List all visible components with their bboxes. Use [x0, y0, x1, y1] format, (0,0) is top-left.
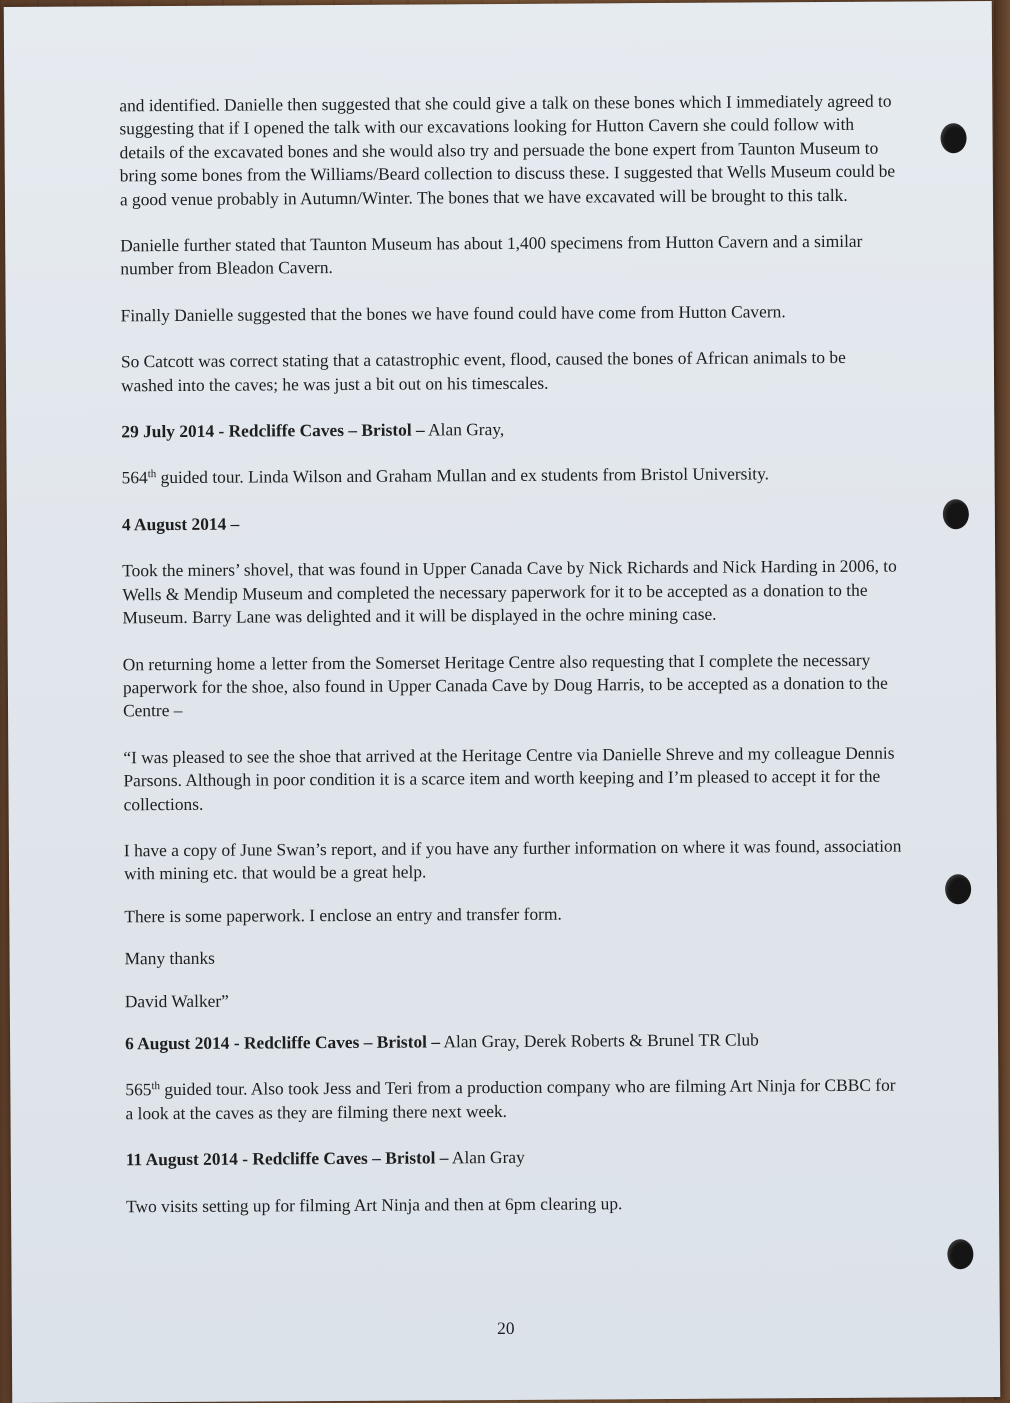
entry-heading-date: 29 July 2014 - Redcliffe Caves – Bristol – — [121, 420, 424, 442]
entry-heading-11-august — [126, 1144, 906, 1172]
tour-number-suffix: th — [151, 1080, 160, 1092]
entry-heading-people: Alan Gray, — [425, 419, 505, 439]
paragraph-hutton-origin: Finally Danielle suggested that the bones we have found could have come from Hutton Cavern. — [121, 299, 901, 327]
paragraph-catcott: So Catcott was correct stating that a catastrophic event, flood, caused the bones of African animals to be washed into the caves; he was just a bit out on his timescales. — [121, 346, 901, 398]
letter-paragraph-shoe: “I was pleased to see the shoe that arrived at the Heritage Centre via Danielle Shreve and my colleague Dennis Parsons. Although in poor condition it is a scarce item and worth keeping and I’m pleased to accept it for the collections. — [123, 741, 903, 816]
entry-heading-people: Alan Gray — [448, 1147, 524, 1167]
letter-closing: Many thanks — [124, 943, 904, 971]
punch-hole-icon — [940, 123, 966, 153]
paragraph-tour-564 — [122, 462, 902, 490]
tour-number: 565 — [125, 1080, 151, 1100]
punch-hole-icon — [943, 499, 969, 529]
page-body — [119, 90, 906, 1242]
entry-heading-6-august — [125, 1028, 905, 1056]
paragraph-taunton-specimens: Danielle further stated that Taunton Museum has about 1,400 specimens from Hutton Cavern and a similar number from Bleadon Cavern. — [120, 230, 900, 282]
tour-number-suffix: th — [148, 469, 157, 481]
entry-heading-people: Alan Gray, Derek Roberts & Brunel TR Club — [440, 1029, 759, 1051]
punch-hole-icon — [947, 1239, 973, 1269]
letter-signature: David Walker” — [125, 985, 905, 1013]
tour-description: guided tour. Also took Jess and Teri from a production company who are filming Art Ninja for CBBC for a look at the caves as they are filming there next week. — [125, 1075, 895, 1123]
entry-heading-date: 6 August 2014 - Redcliffe Caves – Bristol – — [125, 1031, 440, 1053]
paragraph-miners-shovel: Took the miners’ shovel, that was found in Upper Canada Cave by Nick Richards and Nick Harding in 2006, to Wells & Mendip Museum and completed the necessary paperwork for it to be accepted as a donation to the Museum. Barry Lane was delighted and it will be displayed in the ochre mining case. — [122, 555, 902, 630]
tour-number: 564 — [122, 468, 148, 488]
letter-paragraph-report: I have a copy of June Swan’s report, and if you have any further information on where it was found, association with mining etc. that would be a great help. — [124, 834, 904, 886]
letter-paragraph-paperwork: There is some paperwork. I enclose an entry and transfer form. — [124, 900, 904, 928]
paragraph-filming-setup: Two visits setting up for filming Art Ninja and then at 6pm clearing up. — [126, 1190, 906, 1218]
paragraph-heritage-centre: On returning home a letter from the Somerset Heritage Centre also requesting that I complete the necessary paperwork for the shoe, also found in Upper Canada Cave by Doug Harris, to be accepted as a donation to the Centre – — [123, 648, 903, 723]
paragraph-tour-565 — [125, 1074, 905, 1126]
entry-heading-date: 4 August 2014 – — [122, 513, 240, 534]
page-number: 20 — [12, 1315, 1000, 1342]
punch-hole-icon — [945, 874, 971, 904]
entry-heading-29-july — [121, 416, 901, 444]
document-page — [4, 1, 1001, 1403]
entry-heading-date: 11 August 2014 - Redcliffe Caves – Bristol – — [126, 1148, 449, 1170]
tour-description: guided tour. Linda Wilson and Graham Mullan and ex students from Bristol University. — [156, 464, 769, 488]
entry-heading-4-august — [122, 508, 902, 536]
paragraph-bones-talk: and identified. Danielle then suggested that she could give a talk on these bones which I immediately agreed to suggesting that if I opened the talk with our excavations looking for Hutton Cavern she could follow with details of the excavated bones and she would also try and persuade the bone expert from Taunton Museum to bring some bones from the Williams/Beard collection to discuss these. I suggested that Wells Museum could be a good venue probably in Autumn/Winter. The bones that we have excavated will be brought to this talk. — [119, 90, 900, 212]
